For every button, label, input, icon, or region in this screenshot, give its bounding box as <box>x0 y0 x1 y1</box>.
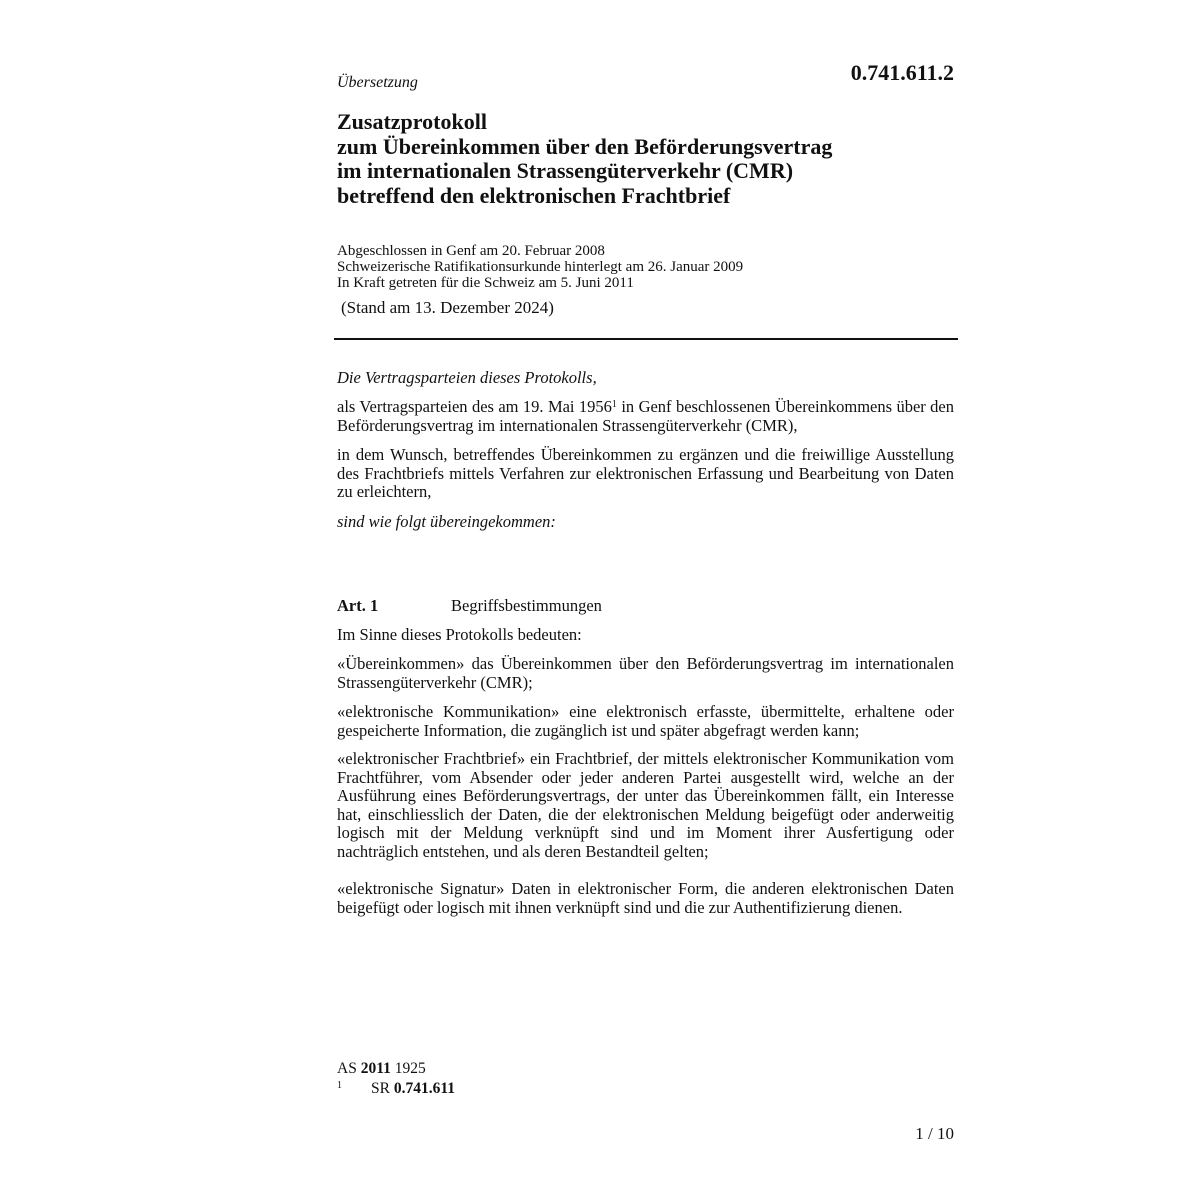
sr-number: 0.741.611.2 <box>850 60 954 85</box>
title-line: betreffend den elektronischen Frachtbrief <box>337 182 731 208</box>
preamble-agreed: sind wie folgt übereingekommen: <box>337 512 556 531</box>
preamble-text: als Vertragsparteien des am 19. Mai 1956 <box>337 397 612 416</box>
article-heading <box>337 596 602 616</box>
preamble-paragraph-2: in dem Wunsch, betreffendes Übereinkommen zu ergänzen und die freiwillige Ausstellung des Frachtbriefs mittels Verfahren zur elektronischen Erfassung und Bearbeitung von Daten zu erleichtern, <box>337 445 954 501</box>
preamble-paragraph-1 <box>337 398 954 435</box>
footnote-sr-number: 0.741.611 <box>393 1080 455 1097</box>
in-force-date: In Kraft getreten für die Schweiz am 5. Juni 2011 <box>337 275 634 291</box>
definition-item: «elektronische Signatur» Daten in elektronischer Form, die anderen elektronischen Daten beigefügt oder logisch mit ihnen verknüpft sind und die zur Authentifizierung dienen. <box>337 879 954 917</box>
status-date: (Stand am 13. Dezember 2024) <box>341 298 554 317</box>
page-number: 1 / 10 <box>915 1124 954 1143</box>
treaty-metadata <box>337 243 743 291</box>
footnote-1: 1 SR 0.741.611 <box>337 1080 455 1097</box>
as-year: 2011 <box>360 1060 391 1077</box>
as-page: 1925 <box>394 1060 426 1077</box>
title-line: zum Übereinkommen über den Beförderungsvertrag <box>337 133 833 159</box>
title-line: im internationalen Strassengüterverkehr (CMR) <box>337 158 794 183</box>
concluded-date: Abgeschlossen in Genf am 20. Februar 2008 <box>337 243 605 259</box>
footnote-prefix: SR <box>371 1080 390 1097</box>
document-title <box>337 110 957 208</box>
footnote-ref: 1 <box>611 399 617 410</box>
article-number: Art. 1 <box>337 596 379 615</box>
official-collection-ref <box>337 1059 455 1079</box>
header-divider <box>334 338 958 340</box>
definition-item: «elektronischer Frachtbrief» ein Frachtbrief, der mittels elektronischer Kommunikation vom Frachtführer, vom Absender oder jeder anderen Partei ausgestellt wird, welche an der Ausführung eines Beförderungsvertrags, der unter das Übereinkommen fällt, ein Interesse hat, einschliesslich der Daten, die der elektronischen Meldung beigefügt oder anderweitig logisch mit der Meldung verknüpft sind und im Moment ihrer Ausfertigung oder nachträglich entstehen, und als deren Bestandteil gelten; <box>337 749 954 861</box>
title-line: Zusatzprotokoll <box>337 109 487 134</box>
preamble-text: in Genf beschlossenen Übereinkommens über den Beförderungsvertrag im internationalen Strassengüterverkehr (CMR), <box>337 397 954 435</box>
preamble-intro: Die Vertragsparteien dieses Protokolls, <box>337 368 597 387</box>
ratification-date: Schweizerische Ratifikationsurkunde hinterlegt am 26. Januar 2009 <box>337 259 744 275</box>
definition-item: «elektronische Kommunikation» eine elektronisch erfasste, übermittelte, erhaltene oder gespeicherte Information, die zugänglich ist und später abgefragt werden kann; <box>337 702 954 740</box>
document-page <box>337 0 957 1200</box>
translation-label: Übersetzung <box>337 74 418 91</box>
footnotes <box>337 1059 455 1099</box>
as-prefix: AS <box>337 1060 357 1077</box>
definition-item: «Übereinkommen» das Übereinkommen über den Beförderungsvertrag im internationalen Strassengüterverkehr (CMR); <box>337 654 954 692</box>
article-title: Begriffsbestimmungen <box>451 596 602 615</box>
article-intro: Im Sinne dieses Protokolls bedeuten: <box>337 625 582 644</box>
